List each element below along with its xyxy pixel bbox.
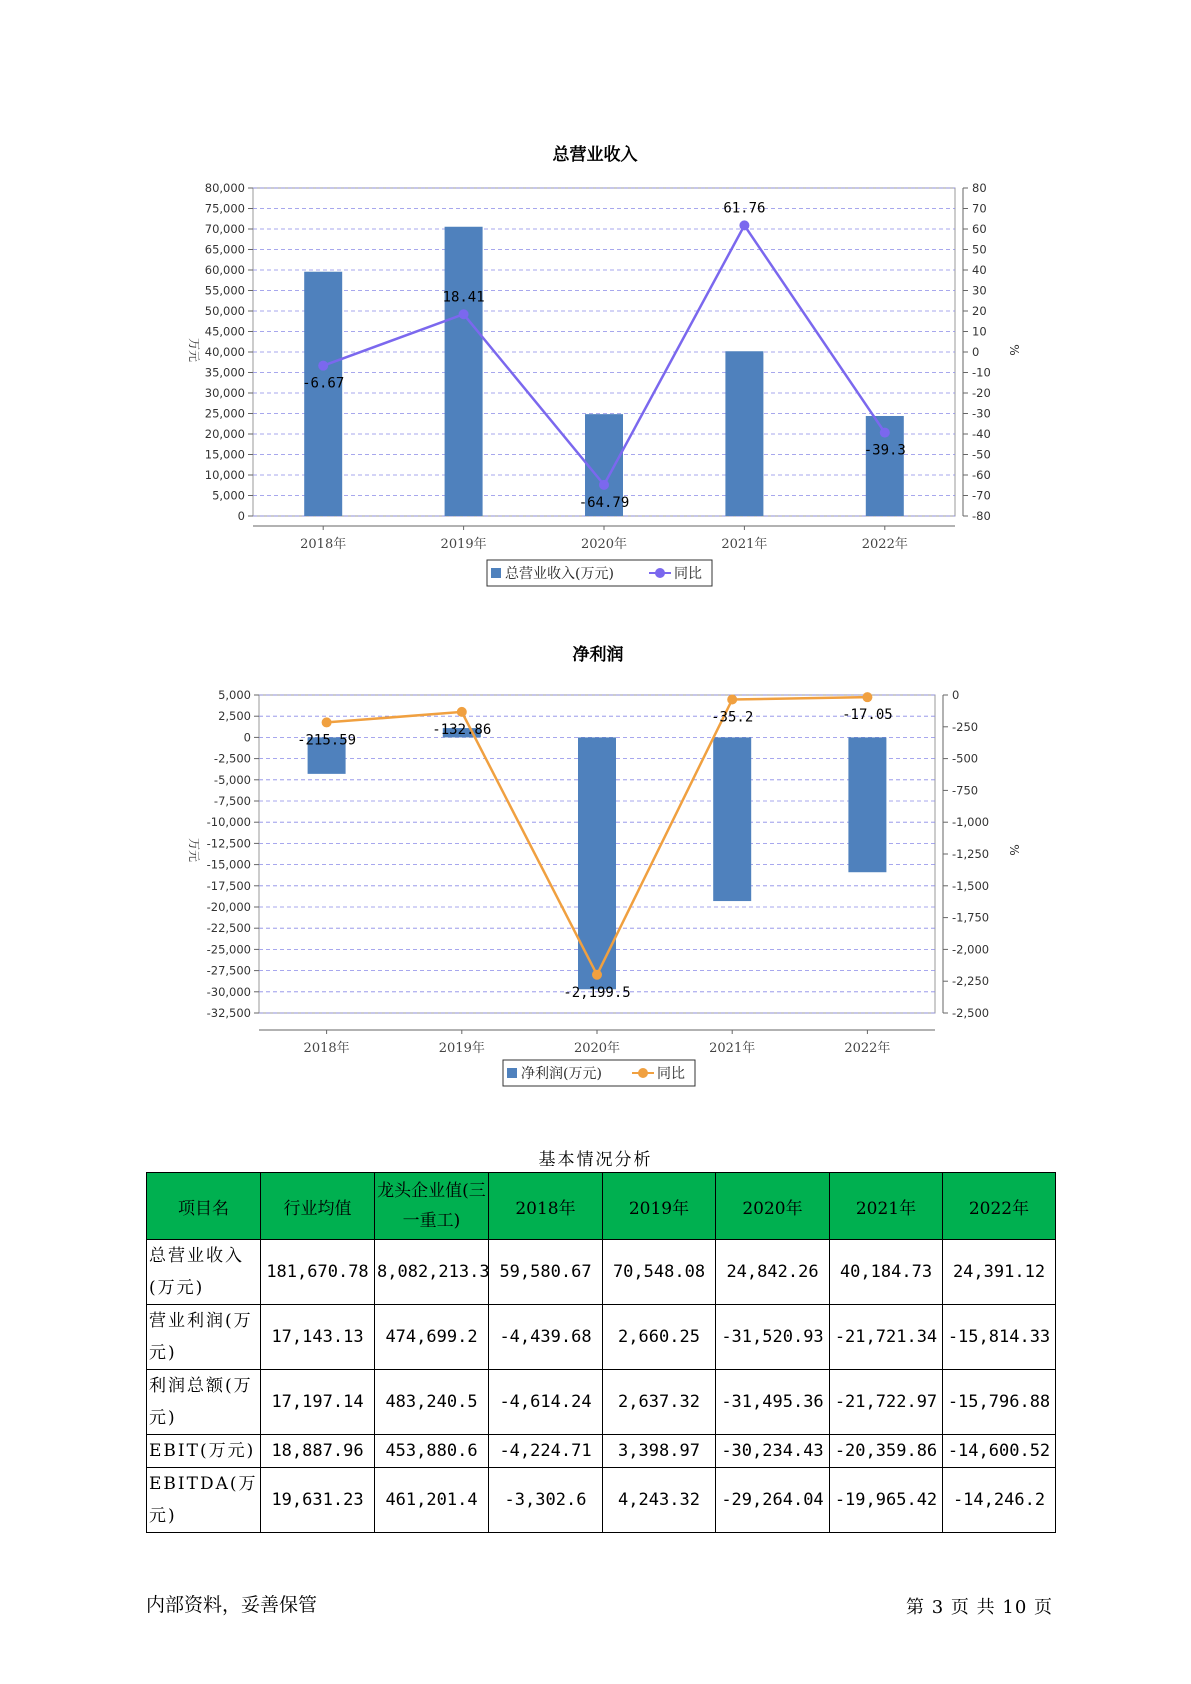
y-tick-label: -30,000 <box>206 984 251 999</box>
y-tick-label: -32,500 <box>206 1006 251 1020</box>
y-tick-label: -27,500 <box>206 963 251 978</box>
x-tick-label: 2022年 <box>861 537 908 552</box>
y-tick-label: -7,500 <box>213 794 251 808</box>
y-tick-label: 75,000 <box>204 201 245 216</box>
table-cell: -29,264.04 <box>716 1468 830 1533</box>
y2-tick-label: -80 <box>972 509 991 523</box>
y2-tick-label: 10 <box>972 324 987 339</box>
header-cell: 2018年 <box>489 1173 603 1240</box>
table-cell: 8,082,213.3 <box>375 1240 489 1305</box>
bar <box>713 737 751 901</box>
table-row <box>147 1468 1056 1533</box>
y-tick-label: 0 <box>243 730 251 745</box>
header-cell: 2019年 <box>603 1173 716 1240</box>
y2-tick-label: 40 <box>972 263 987 277</box>
chart-title: 总营业收入 <box>552 145 638 165</box>
y2-tick-label: 30 <box>972 283 987 298</box>
x-tick-label: 2021年 <box>721 537 768 552</box>
x-tick-label: 2018年 <box>300 537 347 552</box>
data-label: -17.05 <box>842 707 893 724</box>
table-cell: -14,600.52 <box>943 1435 1056 1468</box>
y2-tick-label: 80 <box>972 181 987 195</box>
table-cell: 59,580.67 <box>489 1240 603 1305</box>
line-point <box>318 361 328 371</box>
table-header-row <box>147 1173 1056 1240</box>
y-tick-label: 80,000 <box>204 181 245 195</box>
table-cell: 40,184.73 <box>830 1240 943 1305</box>
table-cell: 2,660.25 <box>603 1305 716 1370</box>
y-tick-label: 15,000 <box>204 447 245 462</box>
y-tick-label: -10,000 <box>206 815 251 830</box>
revenue-chart-svg <box>0 140 1191 600</box>
bar <box>848 737 886 872</box>
table-cell: 18,887.96 <box>261 1435 375 1468</box>
line-point <box>599 480 609 490</box>
header-cell: 2020年 <box>716 1173 830 1240</box>
y2-tick-label: -2,000 <box>952 942 990 957</box>
y-tick-label: 20,000 <box>204 427 245 441</box>
y-tick-label: 50,000 <box>204 304 245 318</box>
table-cell: 19,631.23 <box>261 1468 375 1533</box>
y2-tick-label: -2,250 <box>952 974 990 989</box>
y2-tick-label: -10 <box>972 365 991 380</box>
y-tick-label: 40,000 <box>204 345 245 359</box>
y2-tick-label: -20 <box>972 386 991 400</box>
table-cell: 3,398.97 <box>603 1435 716 1468</box>
x-tick-label: 2021年 <box>709 1041 756 1056</box>
table-cell: -21,721.34 <box>830 1305 943 1370</box>
table-cell: -31,520.93 <box>716 1305 830 1370</box>
y2-tick-label: -1,750 <box>952 910 990 925</box>
data-label: 18.41 <box>442 289 485 306</box>
y2-tick-label: 0 <box>952 688 960 702</box>
line-point <box>592 970 602 980</box>
line-point <box>727 694 737 704</box>
y-tick-label: 45,000 <box>204 324 245 339</box>
y-tick-label: 2,500 <box>218 709 251 724</box>
left-axis-label: 万元 <box>187 337 201 363</box>
line-point <box>459 309 469 319</box>
y2-tick-label: -30 <box>972 406 991 421</box>
row-label: EBITDA(万元) <box>147 1468 261 1533</box>
data-label: -2,199.5 <box>563 984 631 1001</box>
table-cell: -4,614.24 <box>489 1370 603 1435</box>
table-row <box>147 1240 1056 1305</box>
table-cell: 2,637.32 <box>603 1370 716 1435</box>
line-point <box>880 428 890 438</box>
table-cell: -3,302.6 <box>489 1468 603 1533</box>
line-point <box>862 692 872 702</box>
revenue-chart <box>0 140 1191 600</box>
chart-title: 净利润 <box>572 645 624 665</box>
y-tick-label: 10,000 <box>204 468 245 482</box>
table-caption: 基本情况分析 <box>538 1150 653 1170</box>
y2-tick-label: -750 <box>952 783 979 798</box>
y2-tick-label: -1,250 <box>952 847 990 861</box>
y2-tick-label: -40 <box>972 427 991 441</box>
table-row <box>147 1305 1056 1370</box>
left-axis-label: 万元 <box>187 837 201 863</box>
legend-line-swatch <box>638 1068 648 1078</box>
table-cell: 483,240.5 <box>375 1370 489 1435</box>
y-tick-label: -25,000 <box>206 942 251 957</box>
x-tick-label: 2022年 <box>844 1041 891 1056</box>
data-label: -39.3 <box>863 442 906 459</box>
net-profit-chart <box>0 640 1191 1100</box>
bar <box>302 272 345 516</box>
table-cell: -20,359.86 <box>830 1435 943 1468</box>
x-tick-label: 2019年 <box>440 537 487 552</box>
table-cell: 17,197.14 <box>261 1370 375 1435</box>
data-label: -6.67 <box>302 375 345 392</box>
table-cell: -21,722.97 <box>830 1370 943 1435</box>
x-tick-label: 2020年 <box>580 537 628 552</box>
y-tick-label: -20,000 <box>206 900 251 914</box>
y2-tick-label: -500 <box>952 751 979 766</box>
line-point <box>739 220 749 230</box>
y2-tick-label: -60 <box>972 468 991 482</box>
y-tick-label: 25,000 <box>204 406 245 421</box>
header-cell: 行业均值 <box>261 1173 375 1240</box>
table-cell: -4,439.68 <box>489 1305 603 1370</box>
table-cell: -19,965.42 <box>830 1468 943 1533</box>
table-cell: 461,201.4 <box>375 1468 489 1533</box>
bar <box>725 351 763 516</box>
y-tick-label: -2,500 <box>213 751 251 766</box>
table-cell: 4,243.32 <box>603 1468 716 1533</box>
row-label: 利润总额(万元) <box>147 1370 261 1435</box>
line-point <box>457 707 467 717</box>
table-cell: 24,842.26 <box>716 1240 830 1305</box>
y-tick-label: 5,000 <box>218 688 251 702</box>
table-cell: 24,391.12 <box>943 1240 1056 1305</box>
row-label: 营业利润(万元) <box>147 1305 261 1370</box>
y-tick-label: 30,000 <box>204 386 245 400</box>
table-cell: 70,548.08 <box>603 1240 716 1305</box>
table-cell: -14,246.2 <box>943 1468 1056 1533</box>
table-cell: -4,224.71 <box>489 1435 603 1468</box>
y-tick-label: 0 <box>237 509 245 523</box>
table-cell: -15,796.88 <box>943 1370 1056 1435</box>
y2-tick-label: -70 <box>972 488 991 503</box>
header-cell: 2022年 <box>943 1173 1056 1240</box>
y2-tick-label: -1,500 <box>952 878 990 893</box>
legend-bar-label: 净利润(万元) <box>521 1066 602 1082</box>
table-row <box>147 1370 1056 1435</box>
y2-tick-label: -1,000 <box>952 815 990 830</box>
y-tick-label: -15,000 <box>206 857 251 872</box>
y2-tick-label: 20 <box>972 304 987 318</box>
legend-bar-swatch <box>507 1068 517 1078</box>
legend-line-label: 同比 <box>674 566 702 582</box>
basic-analysis-table <box>146 1172 1056 1533</box>
table-cell: -31,495.36 <box>716 1370 830 1435</box>
data-label: -215.59 <box>297 732 357 749</box>
y2-tick-label: -250 <box>952 719 979 734</box>
table-cell: 474,699.2 <box>375 1305 489 1370</box>
y-tick-label: 35,000 <box>204 365 245 380</box>
y-tick-label: -12,500 <box>206 836 251 851</box>
chart-legend <box>487 560 712 586</box>
legend-line-swatch <box>655 568 665 578</box>
data-label: -64.79 <box>578 494 630 511</box>
table-cell: 453,880.6 <box>375 1435 489 1468</box>
legend-bar-label: 总营业收入(万元) <box>505 566 614 582</box>
y-tick-label: 65,000 <box>204 242 245 257</box>
row-label: 总营业收入(万元) <box>147 1240 261 1305</box>
data-label: -132.86 <box>432 721 492 738</box>
y-tick-label: -22,500 <box>206 921 251 936</box>
y-tick-label: -5,000 <box>213 772 251 787</box>
y2-tick-label: -50 <box>972 447 991 462</box>
x-tick-label: 2018年 <box>303 1041 350 1056</box>
right-axis-label: % <box>1007 844 1021 856</box>
y2-tick-label: 0 <box>972 345 980 359</box>
line-point <box>322 717 332 727</box>
table-cell: -15,814.33 <box>943 1305 1056 1370</box>
y-tick-label: 55,000 <box>204 283 245 298</box>
y-tick-label: 70,000 <box>204 222 245 236</box>
footer-confidential-note: 内部资料，妥善保管 <box>146 1594 318 1616</box>
header-cell: 项目名 <box>147 1173 261 1240</box>
data-label: 61.76 <box>723 200 766 217</box>
legend-bar-swatch <box>491 568 501 578</box>
x-tick-label: 2020年 <box>573 1041 621 1056</box>
footer-page-number: 第 3 页 共 10 页 <box>906 1597 1053 1618</box>
y2-tick-label: 70 <box>972 201 987 216</box>
y2-tick-label: -2,500 <box>952 1006 990 1020</box>
legend-line-label: 同比 <box>657 1066 685 1082</box>
x-tick-label: 2019年 <box>438 1041 485 1056</box>
header-cell: 2021年 <box>830 1173 943 1240</box>
header-cell: 龙头企业值(三一重工) <box>375 1173 489 1240</box>
net-profit-chart-svg <box>0 640 1191 1100</box>
row-label: EBIT(万元) <box>147 1435 261 1468</box>
data-label: -35.2 <box>711 709 754 726</box>
y2-tick-label: 60 <box>972 222 987 236</box>
y2-tick-label: 50 <box>972 242 987 257</box>
bar <box>442 227 485 516</box>
table-cell: -30,234.43 <box>716 1435 830 1468</box>
table-cell: 17,143.13 <box>261 1305 375 1370</box>
chart-legend <box>503 1060 695 1086</box>
y-tick-label: 60,000 <box>204 263 245 277</box>
y-tick-label: 5,000 <box>212 488 245 503</box>
table-row <box>147 1435 1056 1468</box>
right-axis-label: % <box>1007 344 1021 356</box>
y-tick-label: -17,500 <box>206 878 251 893</box>
table-cell: 181,670.78 <box>261 1240 375 1305</box>
